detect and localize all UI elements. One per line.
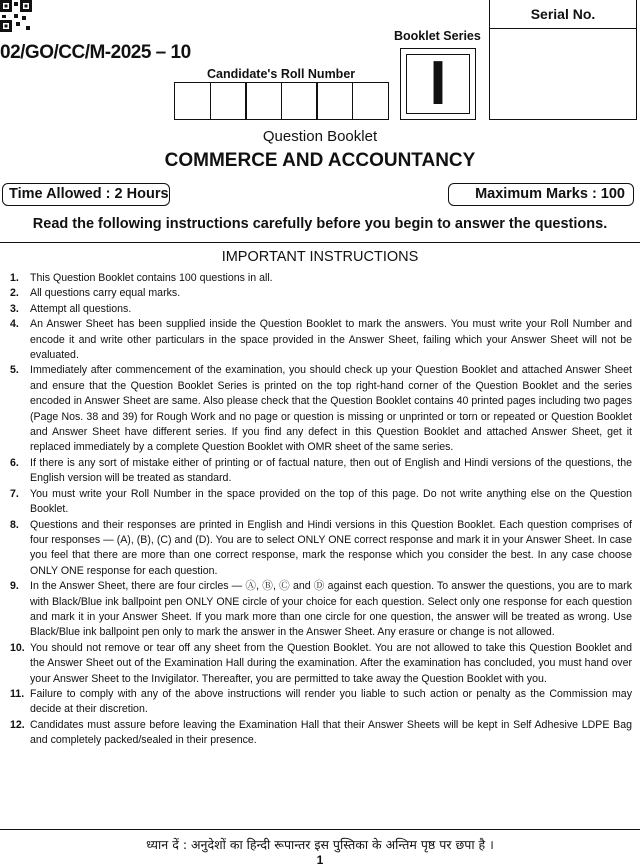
instruction-text: Questions and their responses are printed in English and Hindi versions in this Question Booklet. Each question comprises of four responses — (A), (B), (C) and (D). You are to select ONLY ONE correct response and mark it in your Answer Sheet. In case you feel that there are more than one correct response, mark the response which you consider the best. In any case choose ONLY ONE response for each question. — [30, 518, 632, 577]
subject-title: COMMERCE AND ACCOUNTANCY — [164, 150, 476, 171]
time-allowed: Time Allowed : 2 Hours — [2, 183, 170, 206]
qr-code-icon — [0, 0, 32, 32]
instruction-number: 5. — [10, 364, 19, 377]
instructions-heading: IMPORTANT INSTRUCTIONS — [221, 249, 419, 265]
read-instructions-line: Read the following instructions carefully before you begin to answer the questions. — [32, 216, 608, 232]
roll-digit-box[interactable] — [210, 82, 247, 120]
booklet-title: Question Booklet — [262, 128, 378, 145]
instruction-item — [10, 518, 632, 580]
serial-divider — [490, 28, 636, 29]
paper-code: 02/GO/CC/M-2025 – 10 — [0, 42, 191, 63]
booklet-series-label: Booklet Series — [394, 29, 481, 43]
instruction-number: 6. — [10, 456, 19, 469]
instruction-number: 9. — [10, 580, 19, 593]
instruction-number: 3. — [10, 302, 19, 315]
instruction-text: Immediately after commencement of the examination, you should check up your Question Booklet and attached Answer Sheet and ensure that the Question Booklet Series is printed on the top right-hand corner of the Question Booklet and the series encoded in Answer Sheet are same. Also please check that the Question Booklet contains 40 printed pages including two pages (Page Nos. 38 and 39) for Rough Work and no page or question is missing or unprinted or torn or repeated or Question Booklet and Answer Sheet have different series. If you find any defect in this Question Booklet and attached Answer Sheet, get it replaced immediately by a complete Question Booklet with OMR sheet of the same series. — [30, 364, 632, 454]
instruction-item — [10, 579, 632, 641]
instruction-item — [10, 487, 632, 518]
instruction-number: 2. — [10, 287, 19, 300]
instruction-text: Failure to comply with any of the above instructions will render you liable to such action or penalty as the Commission may decide at their discretion. — [30, 687, 632, 716]
instruction-text: This Question Booklet contains 100 questions in all. — [30, 272, 273, 284]
serial-number-label: Serial No. — [530, 6, 596, 22]
roll-digit-box[interactable] — [245, 82, 282, 120]
roll-number-label: Candidate's Roll Number — [207, 67, 356, 81]
divider-top — [0, 242, 640, 243]
instruction-item — [10, 456, 632, 487]
roll-digit-box[interactable] — [281, 82, 318, 120]
roll-digit-box[interactable] — [174, 82, 211, 120]
serial-number-box — [489, 0, 637, 120]
instruction-text: If there is any sort of mistake either of printing or of factual nature, then out of English and Hindi versions of the questions, the English version will be treated as standard. — [30, 456, 632, 485]
instruction-number: 12. — [10, 718, 25, 731]
instruction-text: You should not remove or tear off any sheet from the Question Booklet. You are not allowed to take this Question Booklet and the Answer Sheet out of the Examination Hall during the examination. After the examination has concluded, you must hand over your Answer Sheet to the Invigilator. Thereafter, you are permitted to take away the Question Booklet with you. — [30, 641, 632, 685]
page-number: 1 — [316, 853, 324, 867]
instruction-item — [10, 641, 632, 687]
roll-digit-box[interactable] — [352, 82, 389, 120]
instruction-item — [10, 317, 632, 363]
instruction-number: 4. — [10, 318, 19, 331]
instruction-text: In the Answer Sheet, there are four circles — Ⓐ, Ⓑ, Ⓒ and Ⓓ against each question. To answer the questions, you are to mark with Black/Blue ink ballpoint pen ONLY ONE circle of your choice for each question. Select only one response for each question and mark it in your Answer Sheet. If you mark more than one circle for one question, the answer will be treated as wrong. Use Black/Blue ink ballpoint pen only to mark the answer in the Answer Sheet. Any erasure or change is not allowed. — [30, 580, 632, 639]
roll-number-boxes — [174, 82, 387, 120]
roll-digit-box[interactable] — [316, 82, 353, 120]
instruction-item — [10, 687, 632, 718]
divider-bottom — [0, 829, 640, 830]
instruction-text: Attempt all questions. — [30, 302, 132, 315]
instruction-number: 8. — [10, 518, 19, 531]
booklet-series-value: I — [406, 54, 470, 114]
booklet-series-box — [400, 48, 476, 120]
instruction-item — [10, 718, 632, 749]
instruction-number: 7. — [10, 487, 19, 500]
instruction-item — [10, 286, 632, 301]
instructions-list — [10, 271, 632, 749]
instruction-text: You must write your Roll Number in the space provided on the top of this page. Do not write anything else on the Question Booklet. — [30, 487, 632, 516]
instruction-number: 1. — [10, 272, 19, 284]
instruction-number: 11. — [10, 687, 25, 700]
maximum-marks: Maximum Marks : 100 — [448, 183, 634, 206]
instruction-item — [10, 363, 632, 455]
instruction-item — [10, 271, 632, 286]
instruction-text: An Answer Sheet has been supplied inside the Question Booklet to mark the answers. You must write your Roll Number and encode it and write other particulars in the space provided in the Answer Sheet, failing which your Answer Sheet will not be evaluated. — [30, 318, 632, 362]
instruction-number: 10. — [10, 641, 25, 654]
instruction-item — [10, 302, 632, 317]
instruction-text: Candidates must assure before leaving the Examination Hall that their Answer Sheets will be kept in Self Adhesive LDPE Bag and completely packed/sealed in their presence. — [30, 718, 632, 747]
hindi-note: ध्यान दें : अनुदेशों का हिन्दी रूपान्तर इस पुस्तिका के अन्तिम पृष्ठ पर छपा है । — [146, 837, 494, 852]
instruction-text: All questions carry equal marks. — [30, 287, 181, 300]
